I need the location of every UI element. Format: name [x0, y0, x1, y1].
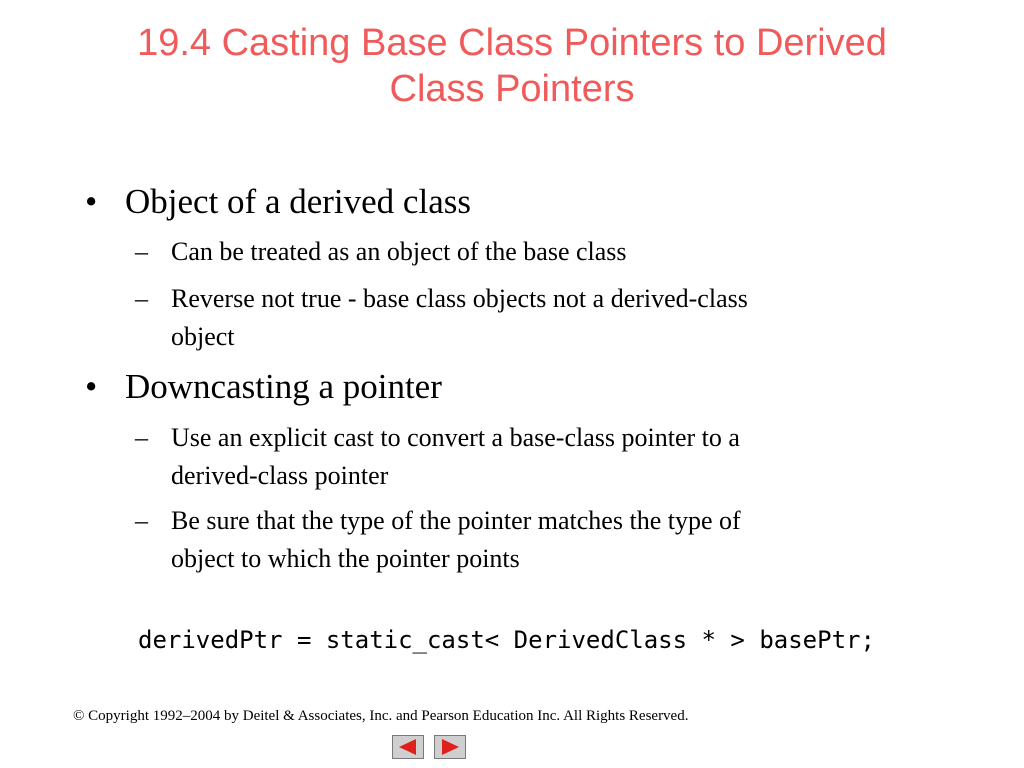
- sub-bullet-item: [135, 280, 895, 356]
- bullet-item: [85, 182, 471, 222]
- copyright-notice: © Copyright 1992–2004 by Deitel & Associates, Inc. and Pearson Education Inc. All Rights Reserved.: [73, 708, 689, 724]
- previous-slide-button[interactable]: [392, 735, 424, 759]
- left-triangle-icon: [396, 738, 420, 756]
- bullet-symbol: •: [85, 367, 98, 406]
- sub-bullet-dash: –: [135, 423, 148, 452]
- slide-title-line-1: 19.4 Casting Base Class Pointers to Derived: [137, 22, 887, 64]
- sub-bullet-text-continuation: object: [171, 322, 235, 351]
- slide-navigation: [392, 735, 466, 759]
- sub-bullet-dash: –: [135, 506, 148, 535]
- right-triangle-icon: [438, 738, 462, 756]
- sub-bullet-text-continuation: object to which the pointer points: [171, 544, 520, 573]
- sub-bullet-text: Reverse not true - base class objects not a derived-class: [171, 284, 748, 313]
- code-line: derivedPtr = static_cast< DerivedClass * > basePtr;: [138, 626, 875, 654]
- bullet-symbol: •: [85, 182, 98, 221]
- bullet-text: Downcasting a pointer: [125, 367, 442, 406]
- next-slide-button[interactable]: [434, 735, 466, 759]
- slide-title-line-2: Class Pointers: [389, 68, 635, 110]
- bullet-text: Object of a derived class: [125, 182, 471, 221]
- sub-bullet-dash: –: [135, 237, 148, 266]
- sub-bullet-text: Use an explicit cast to convert a base-class pointer to a: [171, 423, 740, 452]
- sub-bullet-text-continuation: derived-class pointer: [171, 461, 389, 490]
- sub-bullet-item: [135, 419, 895, 495]
- sub-bullet-text: Can be treated as an object of the base class: [171, 237, 627, 266]
- sub-bullet-item: [135, 233, 895, 271]
- bullet-item: [85, 367, 442, 407]
- sub-bullet-text: Be sure that the type of the pointer matches the type of: [171, 506, 741, 535]
- sub-bullet-item: [135, 502, 895, 578]
- sub-bullet-dash: –: [135, 284, 148, 313]
